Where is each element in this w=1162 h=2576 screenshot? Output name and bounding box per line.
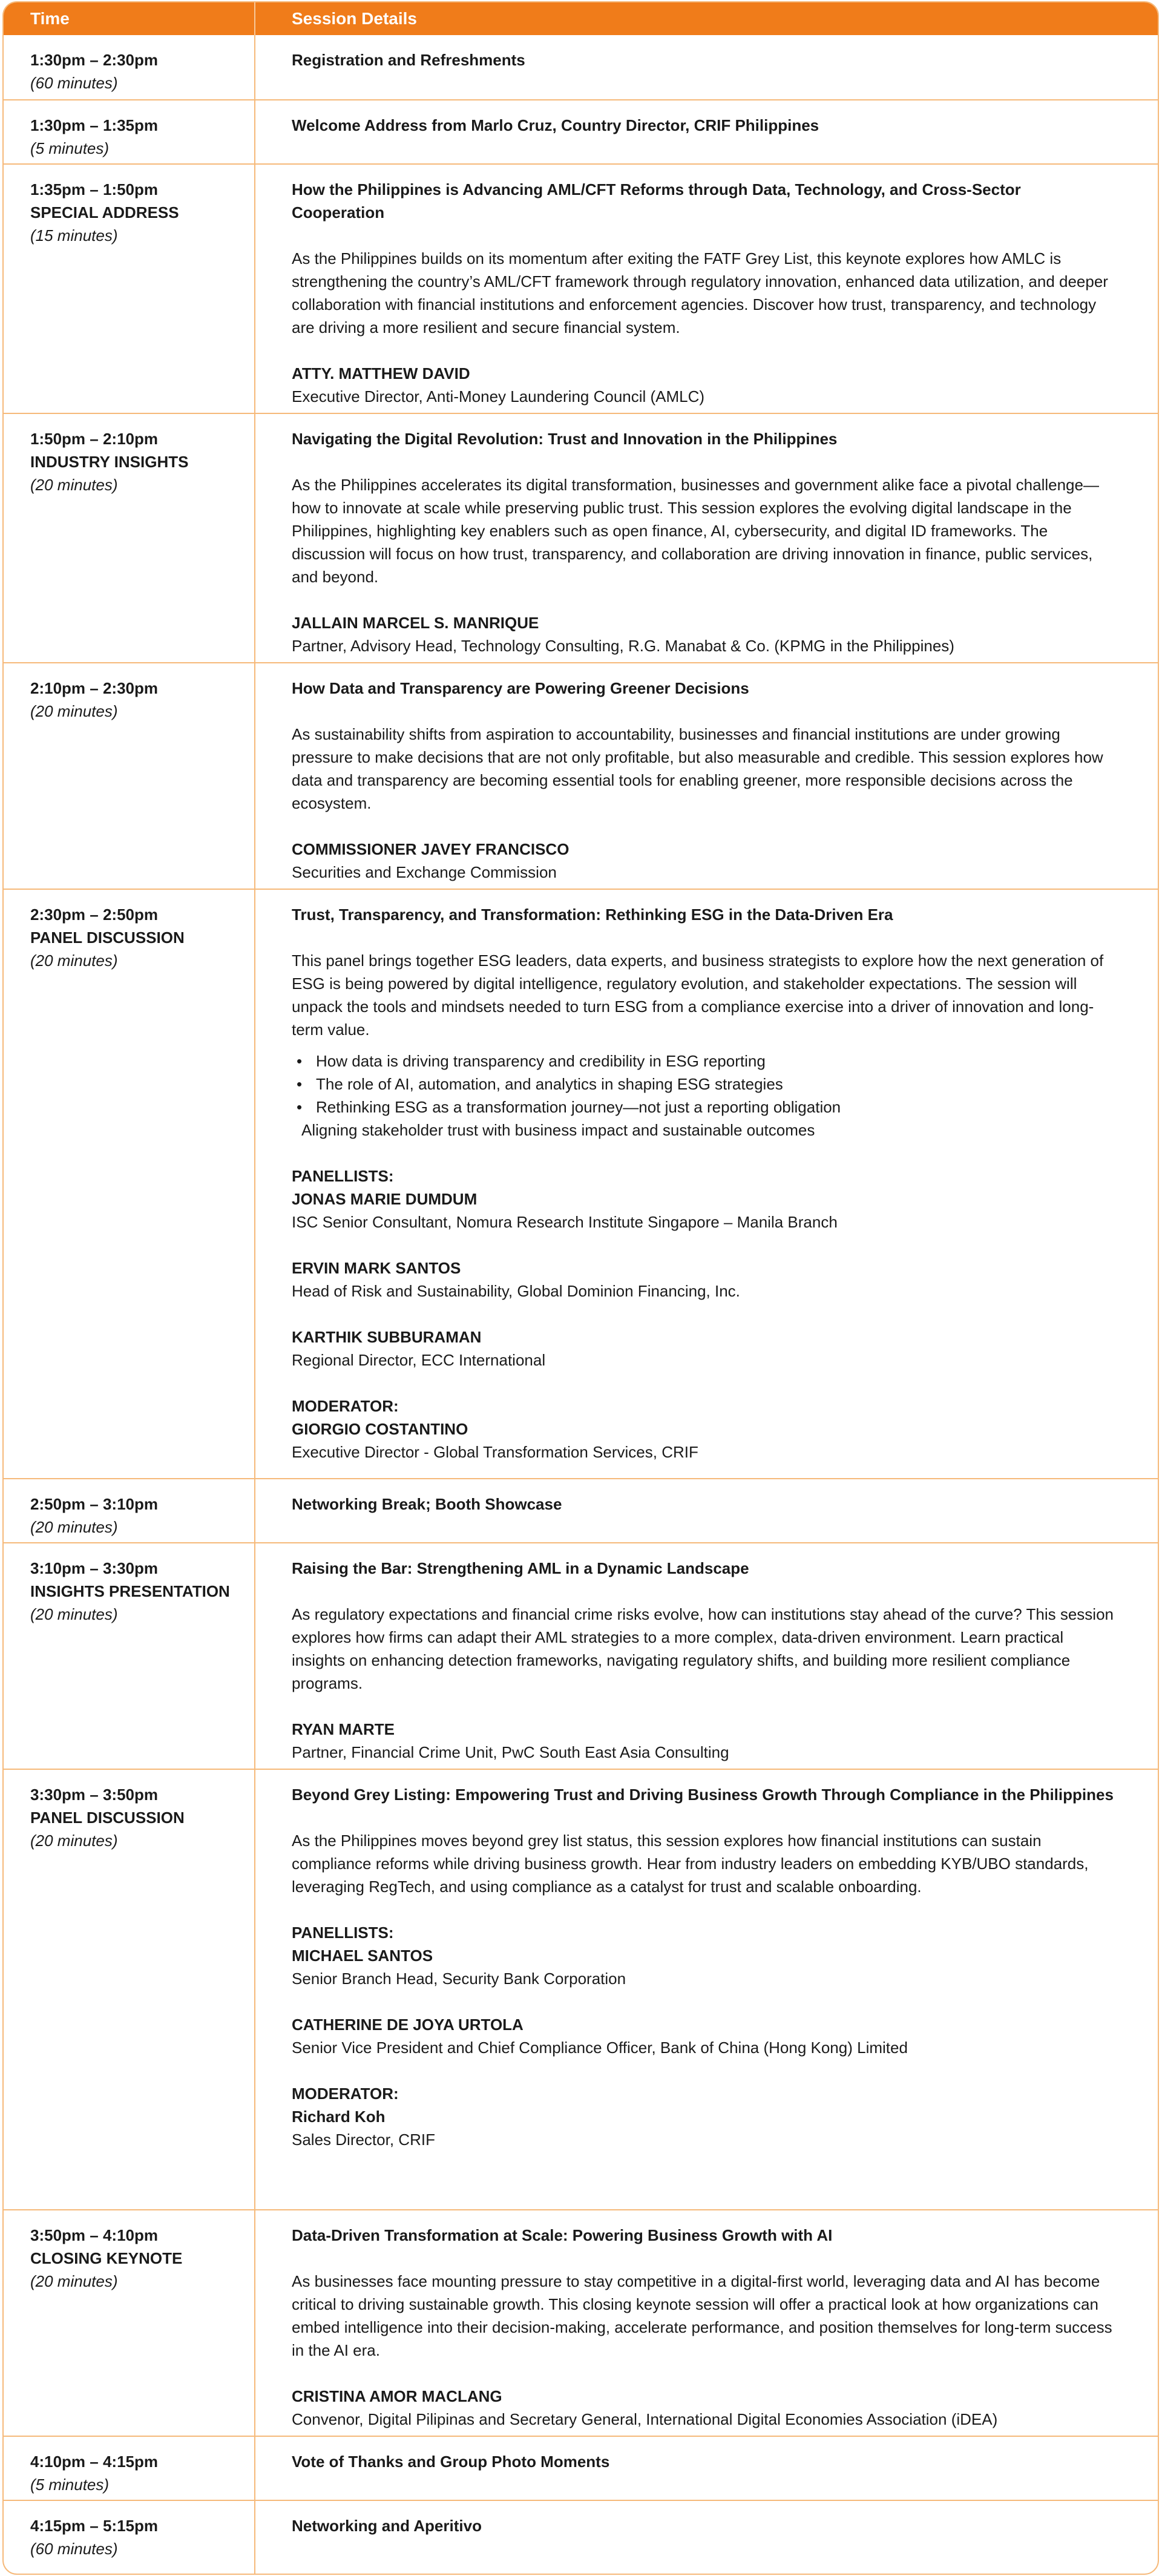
panellist-role: Regional Director, ECC International: [292, 1351, 546, 1369]
time-cell: [4, 890, 255, 1478]
time-cell: [4, 1479, 255, 1542]
session-duration: (60 minutes): [30, 2540, 118, 2558]
time-cell: [4, 100, 255, 163]
session-duration: (20 minutes): [30, 476, 118, 494]
panellist-role: Senior Vice President and Chief Compliance Officer, Bank of China (Hong Kong) Limited: [292, 2039, 908, 2057]
details-cell: [255, 1770, 1158, 2209]
session-duration: (20 minutes): [30, 702, 118, 720]
session-description: As sustainability shifts from aspiration to accountability, businesses and financial institutions are under growing pressure to make decisions that are not only profitable, but also measurable and credible. This session explores how data and transparency are becoming essential tools for enabling greener, more responsible decisions across the ecosystem.: [292, 725, 1103, 812]
bullet-item: [292, 1096, 1115, 1119]
time-cell: [4, 414, 255, 662]
session-time: 2:50pm – 3:10pm: [30, 1495, 158, 1513]
time-cell: [4, 663, 255, 889]
session-title: Trust, Transparency, and Transformation: Rethinking ESG in the Data-Driven Era: [292, 905, 893, 924]
bullet-icon: •: [297, 1075, 303, 1093]
session-row-networking-break: [4, 1478, 1158, 1542]
speaker: [292, 838, 1115, 884]
session-description: As the Philippines builds on its momentum after exiting the FATF Grey List, this keynote explores how AMLC is strengthening the country’s AML/CFT framework through regulatory innovation, enhanced data utilization, and deeper collaboration with financial institutions and enforcement agencies. Discover how trust, transparency, and technology are driving a more resilient and secure financial system.: [292, 249, 1108, 337]
panellist-name: CATHERINE DE JOYA URTOLA: [292, 2016, 524, 2034]
speaker-role: Securities and Exchange Commission: [292, 863, 557, 881]
bullet-item: [292, 1050, 1115, 1073]
panellists: [292, 1165, 1115, 1234]
details-cell: [255, 100, 1158, 163]
session-kind: INDUSTRY INSIGHTS: [30, 453, 189, 471]
session-time: 3:10pm – 3:30pm: [30, 1559, 158, 1577]
speaker-name: COMMISSIONER JAVEY FRANCISCO: [292, 840, 570, 858]
session-time: 1:30pm – 2:30pm: [30, 51, 158, 69]
speaker-role: Partner, Financial Crime Unit, PwC South East Asia Consulting: [292, 1743, 729, 1761]
panellists: [292, 1921, 1115, 1990]
session-time: 3:30pm – 3:50pm: [30, 1786, 158, 1804]
session-time: 1:50pm – 2:10pm: [30, 430, 158, 448]
session-title: Raising the Bar: Strengthening AML in a Dynamic Landscape: [292, 1559, 749, 1577]
session-row-insights-presentation: [4, 1542, 1158, 1769]
panellist-role: Head of Risk and Sustainability, Global Dominion Financing, Inc.: [292, 1282, 740, 1300]
time-cell: [4, 1770, 255, 2209]
speaker: [292, 2385, 1115, 2431]
session-kind: PANEL DISCUSSION: [30, 1809, 185, 1827]
moderator-name: GIORGIO COSTANTINO: [292, 1420, 468, 1438]
session-title: Registration and Refreshments: [292, 51, 525, 69]
session-kind: INSIGHTS PRESENTATION: [30, 1582, 230, 1600]
session-row-grey-listing-panel: [4, 1769, 1158, 2209]
session-title: Beyond Grey Listing: Empowering Trust and Driving Business Growth Through Compliance in the Philippines: [292, 1786, 1114, 1804]
bullet-text: How data is driving transparency and credibility in ESG reporting: [316, 1052, 766, 1070]
session-row-welcome: [4, 99, 1158, 163]
speaker: [292, 1718, 1115, 1764]
session-title: Networking and Aperitivo: [292, 2517, 482, 2535]
speaker-role: Executive Director, Anti-Money Laundering Council (AMLC): [292, 387, 705, 406]
panellists-label: PANELLISTS:: [292, 1167, 394, 1185]
moderator-name: Richard Koh: [292, 2108, 386, 2126]
panellist-role: Senior Branch Head, Security Bank Corporation: [292, 1970, 626, 1988]
details-cell: [255, 2501, 1158, 2574]
bullet-icon: •: [297, 1052, 303, 1070]
session-row-industry-insights: [4, 413, 1158, 662]
moderator-label: MODERATOR:: [292, 1397, 399, 1415]
session-time: 2:30pm – 2:50pm: [30, 905, 158, 924]
session-row-greener-decisions: [4, 662, 1158, 889]
time-cell: [4, 165, 255, 413]
session-duration: (20 minutes): [30, 2272, 118, 2290]
details-cell: [255, 1479, 1158, 1542]
panellist: [292, 2013, 1115, 2059]
session-duration: (20 minutes): [30, 1518, 118, 1536]
session-kind: SPECIAL ADDRESS: [30, 203, 179, 222]
details-column-header: Session Details: [292, 9, 417, 28]
session-duration: (5 minutes): [30, 139, 110, 157]
session-duration: (5 minutes): [30, 2476, 110, 2494]
session-title: Navigating the Digital Revolution: Trust and Innovation in the Philippines: [292, 430, 838, 448]
time-cell: [4, 2210, 255, 2436]
moderator-role: Executive Director - Global Transformation Services, CRIF: [292, 1443, 698, 1461]
session-description: As the Philippines moves beyond grey list status, this session explores how financial institutions can sustain compliance reforms while driving business growth. Hear from industry leaders on embedding KYB/UBO standards, leveraging RegTech, and using compliance as a catalyst for trust and scalable onboarding.: [292, 1832, 1089, 1896]
time-cell: [4, 2501, 255, 2574]
details-cell: [255, 890, 1158, 1478]
details-cell: [255, 1543, 1158, 1769]
panellist-name: JONAS MARIE DUMDUM: [292, 1190, 478, 1208]
session-description: This panel brings together ESG leaders, data experts, and business strategists to explore how the next generation of ESG is being powered by digital intelligence, regulatory evolution, and stakeholder expectations. The session will unpack the tools and mindsets needed to turn ESG from a compliance exercise into a driver of innovation and long-term value.: [292, 951, 1104, 1039]
session-row-esg-panel: [4, 889, 1158, 1478]
session-time: 1:30pm – 1:35pm: [30, 116, 158, 134]
session-description: As businesses face mounting pressure to stay competitive in a digital-first world, leveraging data and AI has become critical to driving sustainable growth. This closing keynote session will offer a practical look at how organizations can embed intelligence into their decision-making, accelerate performance, and position themselves for long-term success in the AI era.: [292, 2272, 1112, 2359]
time-cell: [4, 35, 255, 99]
session-row-closing-keynote: [4, 2209, 1158, 2436]
session-time: 4:10pm – 4:15pm: [30, 2453, 158, 2471]
session-duration: (20 minutes): [30, 1605, 118, 1623]
session-duration: (20 minutes): [30, 951, 118, 970]
speaker: [292, 362, 1115, 408]
session-row-vote-of-thanks: [4, 2436, 1158, 2500]
bullet-list: [292, 1050, 1115, 1119]
details-cell: [255, 2437, 1158, 2500]
session-title: How Data and Transparency are Powering Greener Decisions: [292, 679, 749, 697]
session-rows: [4, 35, 1158, 2574]
details-cell: [255, 35, 1158, 99]
time-column-header: Time: [4, 2, 255, 35]
session-kind: CLOSING KEYNOTE: [30, 2249, 183, 2267]
session-duration: (20 minutes): [30, 1832, 118, 1850]
session-row-special-address: [4, 163, 1158, 413]
panellist-name: MICHAEL SANTOS: [292, 1947, 433, 1965]
session-description: As regulatory expectations and financial crime risks evolve, how can institutions stay ahead of the curve? This session explores how firms can adapt their AML strategies to a more complex, data-driven environment. Learn practical insights on enhancing detection frameworks, navigating regulatory shifts, and building more resilient compliance programs.: [292, 1605, 1114, 1692]
session-kind: PANEL DISCUSSION: [30, 928, 185, 947]
moderator: [292, 2082, 1115, 2151]
agenda-table: [2, 1, 1159, 2575]
details-cell: [255, 414, 1158, 662]
speaker-name: ATTY. MATTHEW DAVID: [292, 364, 470, 383]
bullet-icon: •: [297, 1098, 303, 1116]
session-time: 1:35pm – 1:50pm: [30, 180, 158, 199]
moderator-label: MODERATOR:: [292, 2085, 399, 2103]
session-time: 4:15pm – 5:15pm: [30, 2517, 158, 2535]
panellists-label: PANELLISTS:: [292, 1924, 394, 1942]
moderator: [292, 1395, 1115, 1464]
speaker-name: JALLAIN MARCEL S. MANRIQUE: [292, 614, 539, 632]
session-title: Vote of Thanks and Group Photo Moments: [292, 2453, 610, 2471]
details-cell: [255, 165, 1158, 413]
session-description: As the Philippines accelerates its digital transformation, businesses and government alike face a pivotal challenge—how to innovate at scale while preserving public trust. This session explores the evolving digital landscape in the Philippines, highlighting key enablers such as open finance, AI, cybersecurity, and digital ID frameworks. The discussion will focus on how trust, transparency, and collaboration are driving innovation in finance, public services, and beyond.: [292, 476, 1099, 586]
session-title: Data-Driven Transformation at Scale: Powering Business Growth with AI: [292, 2226, 833, 2244]
session-title: How the Philippines is Advancing AML/CFT Reforms through Data, Technology, and Cross-Sector Cooperation: [292, 180, 1021, 222]
session-time: 3:50pm – 4:10pm: [30, 2226, 158, 2244]
time-cell: [4, 1543, 255, 1769]
speaker-name: CRISTINA AMOR MACLANG: [292, 2387, 502, 2405]
bullet-text: The role of AI, automation, and analytics in shaping ESG strategies: [316, 1075, 783, 1093]
panellist-name: KARTHIK SUBBURAMAN: [292, 1328, 482, 1346]
details-cell: [255, 2210, 1158, 2436]
speaker-role: Partner, Advisory Head, Technology Consulting, R.G. Manabat & Co. (KPMG in the Philippines): [292, 637, 954, 655]
speaker-role: Convenor, Digital Pilipinas and Secretary General, International Digital Economies Association (iDEA): [292, 2410, 998, 2428]
panellist: [292, 1326, 1115, 1372]
details-cell: [255, 663, 1158, 889]
session-duration: (15 minutes): [30, 226, 118, 245]
bullet-item: [292, 1073, 1115, 1096]
speaker-name: RYAN MARTE: [292, 1720, 395, 1738]
panellist: [292, 1257, 1115, 1303]
session-row-aperitivo: [4, 2500, 1158, 2574]
bullet-text: Rethinking ESG as a transformation journey—not just a reporting obligation: [316, 1098, 841, 1116]
time-cell: [4, 2437, 255, 2500]
bullet-extra-line: Aligning stakeholder trust with business impact and sustainable outcomes: [301, 1121, 815, 1139]
session-time: 2:10pm – 2:30pm: [30, 679, 158, 697]
panellist-role: ISC Senior Consultant, Nomura Research Institute Singapore – Manila Branch: [292, 1213, 838, 1231]
session-title: Networking Break; Booth Showcase: [292, 1495, 562, 1513]
session-duration: (60 minutes): [30, 74, 118, 92]
panellist-name: ERVIN MARK SANTOS: [292, 1259, 461, 1277]
table-header: [4, 2, 1158, 35]
speaker: [292, 611, 1115, 657]
session-row-registration: [4, 35, 1158, 99]
moderator-role: Sales Director, CRIF: [292, 2131, 435, 2149]
session-title: Welcome Address from Marlo Cruz, Country Director, CRIF Philippines: [292, 116, 819, 134]
